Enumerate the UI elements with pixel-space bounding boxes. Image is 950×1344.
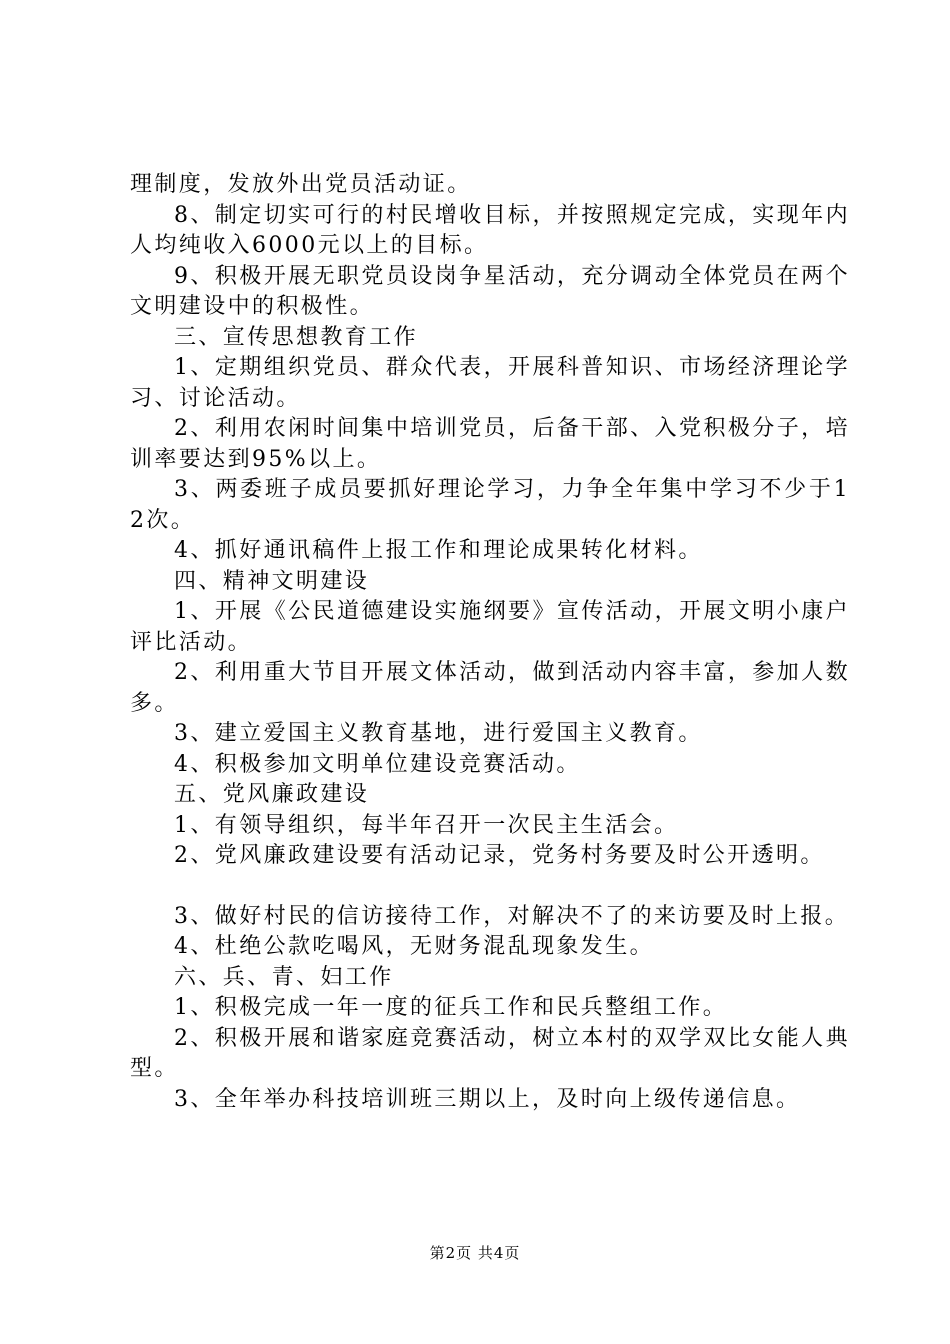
paragraph-6-1: 1、积极完成一年一度的征兵工作和民兵整组工作。 [174, 995, 728, 1020]
paragraph-5-1: 1、有领导组织，每半年召开一次民主生活会。 [174, 812, 679, 838]
paragraph-item-9: 9、积极开展无职党员设岗争星活动，充分调动全体党员在两个文明建设中的积极性。 [130, 263, 850, 319]
paragraph-continued: 理制度，发放外出党员活动证。 [130, 172, 472, 197]
section-heading-4: 四、精神文明建设 [174, 568, 370, 594]
page-footer: 第2页 共4页 [429, 1244, 521, 1262]
paragraph-item-8: 8、制定切实可行的村民增收目标，并按照规定完成，实现年内人均纯收入6000元以上的目标。 [130, 202, 850, 258]
blank-line [130, 872, 850, 902]
paragraph-6-2: 2、积极开展和谐家庭竞赛活动，树立本村的双学双比女能人典型。 [130, 1025, 850, 1081]
paragraph-4-2: 2、利用重大节目开展文体活动，做到活动内容丰富，参加人数多。 [130, 660, 850, 716]
paragraph-4-4: 4、积极参加文明单位建设竞赛活动。 [174, 751, 581, 777]
paragraph-5-2: 2、党风廉政建设要有活动记录，党务村务要及时公开透明。 [174, 843, 825, 868]
paragraph-3-1: 1、定期组织党员、群众代表，开展科普知识、市场经济理论学习、讨论活动。 [130, 355, 850, 411]
section-heading-6: 六、兵、青、妇工作 [174, 964, 394, 990]
section-heading-5: 五、党风廉政建设 [174, 782, 370, 807]
section-heading-3: 三、宣传思想教育工作 [174, 324, 419, 350]
paragraph-5-3: 3、做好村民的信访接待工作，对解决不了的来访要及时上报。 [174, 903, 850, 929]
paragraph-3-3: 3、两委班子成员要抓好理论学习，力争全年集中学习不少于12次。 [130, 477, 850, 533]
paragraph-4-1: 1、开展《公民道德建设实施纲要》宣传活动，开展文明小康户评比活动。 [130, 599, 850, 655]
paragraph-3-4: 4、抓好通讯稿件上报工作和理论成果转化材料。 [174, 538, 703, 563]
paragraph-5-4: 4、杜绝公款吃喝风，无财务混乱现象发生。 [174, 934, 654, 959]
document-body [130, 170, 850, 1115]
paragraph-4-3: 3、建立爱国主义教育基地，进行爱国主义教育。 [174, 721, 703, 746]
paragraph-3-2: 2、利用农闲时间集中培训党员，后备干部、入党积极分子，培训率要达到95%以上。 [130, 416, 850, 472]
paragraph-6-3: 3、全年举办科技培训班三期以上，及时向上级传递信息。 [174, 1086, 801, 1112]
